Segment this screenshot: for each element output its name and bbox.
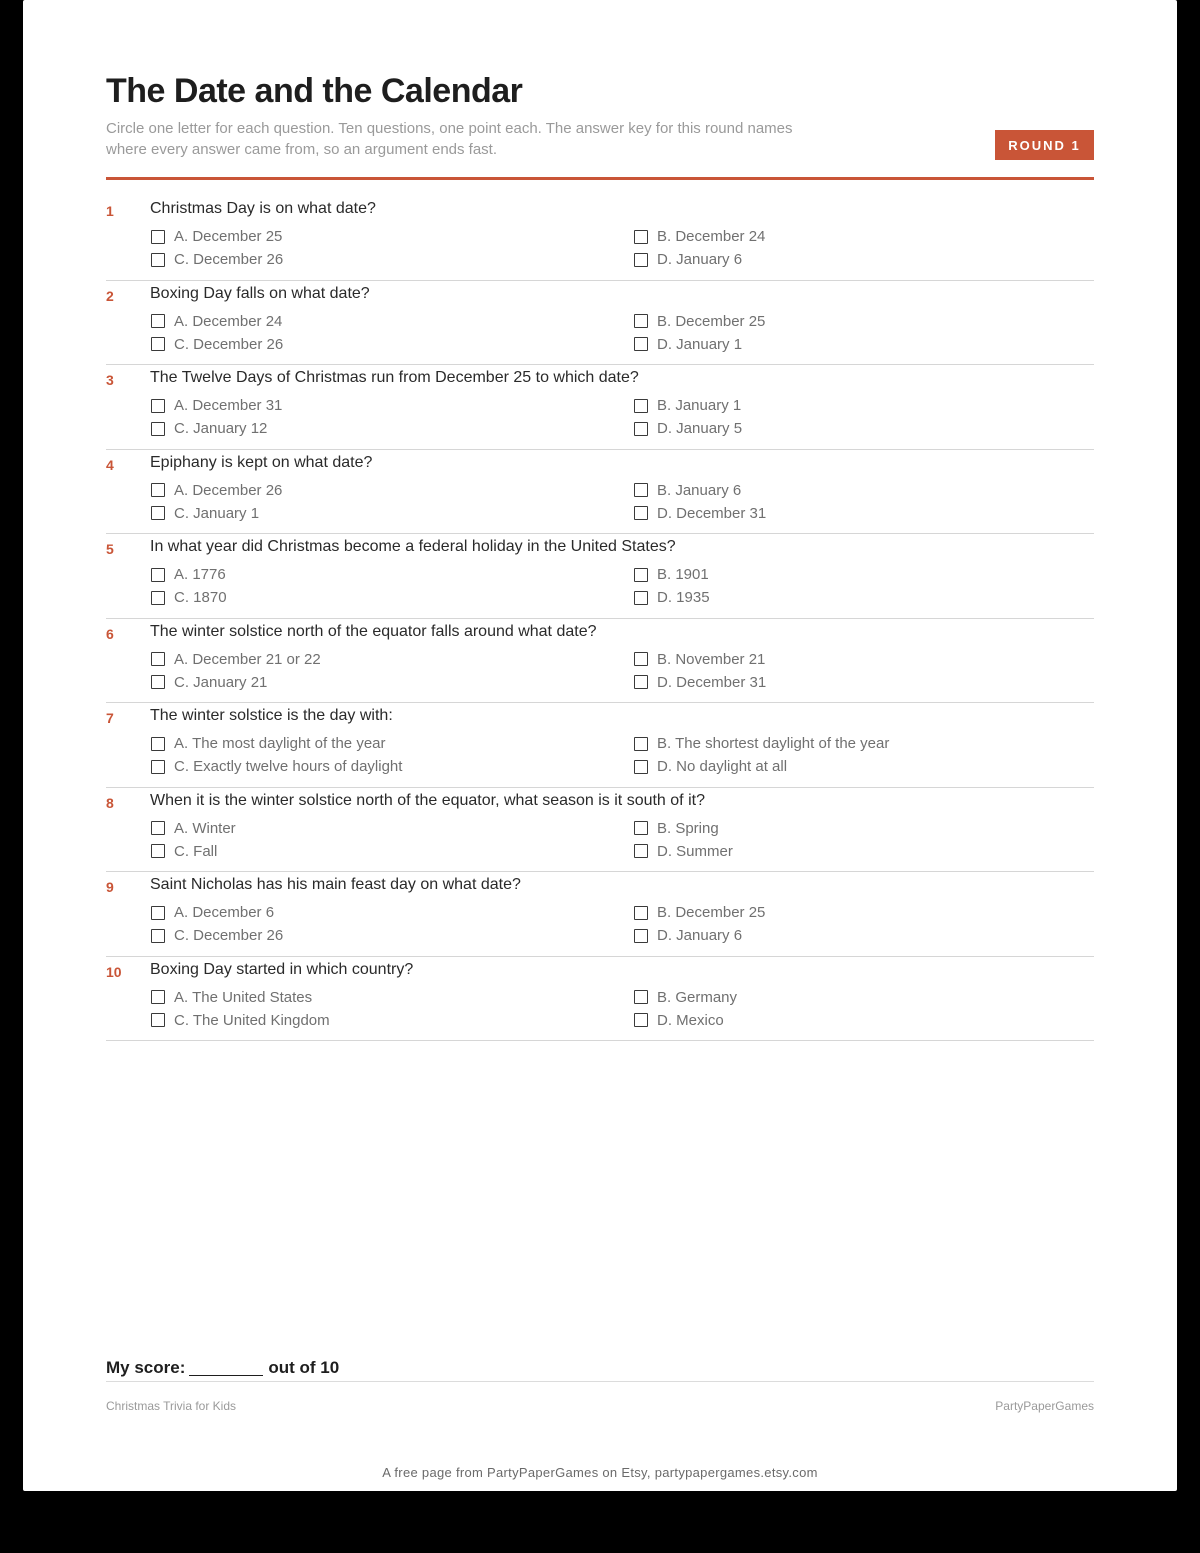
checkbox-icon[interactable] bbox=[634, 760, 648, 774]
checkbox-icon[interactable] bbox=[151, 399, 165, 413]
option-label: A. Winter bbox=[174, 819, 236, 837]
question-text: Epiphany is kept on what date? bbox=[150, 453, 373, 471]
question-1 bbox=[106, 196, 1094, 281]
checkbox-icon[interactable] bbox=[634, 337, 648, 351]
question-10 bbox=[106, 957, 1094, 1042]
option-label: A. December 26 bbox=[174, 481, 283, 499]
question-number: 9 bbox=[106, 879, 114, 895]
option-d[interactable] bbox=[634, 505, 766, 522]
option-a[interactable] bbox=[151, 313, 282, 330]
question-7 bbox=[106, 703, 1094, 788]
option-a[interactable] bbox=[151, 989, 312, 1006]
option-a[interactable] bbox=[151, 820, 236, 837]
question-list bbox=[106, 196, 1094, 1041]
question-9 bbox=[106, 872, 1094, 957]
question-3 bbox=[106, 365, 1094, 450]
option-label: C. December 26 bbox=[174, 251, 284, 268]
option-c[interactable] bbox=[151, 758, 402, 775]
question-text: Christmas Day is on what date? bbox=[150, 200, 376, 217]
option-label: C. January 21 bbox=[174, 673, 268, 691]
question-number: 3 bbox=[106, 372, 114, 388]
option-c[interactable] bbox=[151, 251, 283, 268]
question-number: 10 bbox=[106, 963, 122, 980]
option-a[interactable] bbox=[151, 566, 226, 583]
footer-title: Christmas Trivia for Kids bbox=[106, 1399, 237, 1413]
question-number: 1 bbox=[106, 203, 114, 219]
checkbox-icon[interactable] bbox=[634, 737, 648, 751]
option-label: B. Spring bbox=[657, 819, 719, 837]
option-b[interactable] bbox=[634, 904, 765, 921]
option-label: B. January 6 bbox=[657, 481, 742, 499]
question-number: 8 bbox=[106, 794, 114, 811]
option-d[interactable] bbox=[634, 336, 742, 353]
option-label: D. January 5 bbox=[657, 420, 743, 437]
checkbox-icon[interactable] bbox=[634, 230, 648, 244]
option-label: B. Germany bbox=[657, 988, 738, 1006]
checkbox-icon[interactable] bbox=[151, 568, 165, 582]
option-label: B. The shortest daylight of the year bbox=[657, 735, 890, 752]
option-d[interactable] bbox=[634, 251, 742, 268]
checkbox-icon[interactable] bbox=[634, 314, 648, 328]
checkbox-icon[interactable] bbox=[151, 760, 165, 774]
question-number: 6 bbox=[106, 625, 114, 642]
option-d[interactable] bbox=[634, 843, 733, 860]
option-label: C. The United Kingdom bbox=[174, 1011, 330, 1029]
checkbox-icon[interactable] bbox=[634, 929, 648, 943]
question-text: When it is the winter solstice north of the equator, what season is it south of it? bbox=[150, 791, 705, 809]
option-label: C. January 1 bbox=[174, 504, 260, 522]
footer-divider bbox=[106, 1381, 1094, 1382]
checkbox-icon[interactable] bbox=[634, 821, 648, 835]
question-number: 7 bbox=[106, 710, 114, 726]
footer-brand: PartyPaperGames bbox=[995, 1399, 1094, 1413]
question-4 bbox=[106, 450, 1094, 535]
checkbox-icon[interactable] bbox=[151, 1013, 165, 1027]
option-d[interactable] bbox=[634, 674, 766, 691]
option-label: C. December 26 bbox=[174, 335, 284, 353]
option-label: A. December 24 bbox=[174, 312, 283, 330]
option-d[interactable] bbox=[634, 1012, 724, 1029]
option-b[interactable] bbox=[634, 651, 765, 668]
checkbox-icon[interactable] bbox=[634, 422, 648, 436]
option-b[interactable] bbox=[634, 735, 889, 752]
score-suffix: out of 10 bbox=[268, 1358, 340, 1377]
checkbox-icon[interactable] bbox=[634, 568, 648, 582]
option-c[interactable] bbox=[151, 674, 267, 691]
checkbox-icon[interactable] bbox=[634, 506, 648, 520]
option-a[interactable] bbox=[151, 651, 321, 668]
option-label: D. No daylight at all bbox=[657, 758, 788, 775]
question-text: Boxing Day falls on what date? bbox=[150, 284, 370, 302]
option-a[interactable] bbox=[151, 735, 386, 752]
question-number: 5 bbox=[106, 541, 114, 557]
option-label: B. December 25 bbox=[657, 904, 766, 921]
checkbox-icon[interactable] bbox=[151, 844, 165, 858]
checkbox-icon[interactable] bbox=[151, 314, 165, 328]
checkbox-icon[interactable] bbox=[634, 652, 648, 666]
header-divider bbox=[106, 177, 1094, 180]
checkbox-icon[interactable] bbox=[151, 591, 165, 605]
checkbox-icon[interactable] bbox=[634, 906, 648, 920]
option-label: A. December 25 bbox=[174, 228, 283, 245]
option-label: D. January 1 bbox=[657, 335, 743, 353]
option-a[interactable] bbox=[151, 397, 282, 414]
option-label: B. 1901 bbox=[657, 566, 709, 583]
checkbox-icon[interactable] bbox=[151, 230, 165, 244]
checkbox-icon[interactable] bbox=[151, 675, 165, 689]
option-label: D. Summer bbox=[657, 842, 733, 860]
option-b[interactable] bbox=[634, 989, 737, 1006]
option-label: C. Fall bbox=[174, 842, 218, 860]
checkbox-icon[interactable] bbox=[634, 591, 648, 605]
option-b[interactable] bbox=[634, 397, 741, 414]
option-label: D. 1935 bbox=[657, 589, 710, 606]
question-8 bbox=[106, 788, 1094, 873]
worksheet-page bbox=[23, 0, 1177, 1491]
option-a[interactable] bbox=[151, 904, 274, 921]
option-b[interactable] bbox=[634, 820, 719, 837]
option-label: A. 1776 bbox=[174, 566, 226, 583]
option-b[interactable] bbox=[634, 482, 741, 499]
score-label: My score: bbox=[106, 1358, 186, 1377]
checkbox-icon[interactable] bbox=[634, 483, 648, 497]
question-text: The winter solstice north of the equator falls around what date? bbox=[150, 622, 597, 640]
question-2 bbox=[106, 281, 1094, 366]
checkbox-icon[interactable] bbox=[634, 253, 648, 267]
checkbox-icon[interactable] bbox=[151, 821, 165, 835]
option-c[interactable] bbox=[151, 336, 283, 353]
question-text: The Twelve Days of Christmas run from December 25 to which date? bbox=[150, 369, 639, 386]
checkbox-icon[interactable] bbox=[634, 675, 648, 689]
checkbox-icon[interactable] bbox=[634, 844, 648, 858]
option-c[interactable] bbox=[151, 843, 217, 860]
option-c[interactable] bbox=[151, 927, 283, 944]
checkbox-icon[interactable] bbox=[151, 929, 165, 943]
page-title: The Date and the Calendar bbox=[106, 72, 523, 110]
option-c[interactable] bbox=[151, 505, 259, 522]
question-text: The winter solstice is the day with: bbox=[150, 707, 393, 724]
option-b[interactable] bbox=[634, 313, 765, 330]
score-blank[interactable] bbox=[189, 1375, 263, 1376]
option-c[interactable] bbox=[151, 420, 267, 437]
question-text: In what year did Christmas become a federal holiday in the United States? bbox=[150, 538, 676, 555]
option-d[interactable] bbox=[634, 927, 742, 944]
option-label: B. January 1 bbox=[657, 397, 742, 414]
option-label: B. November 21 bbox=[657, 650, 766, 668]
option-d[interactable] bbox=[634, 589, 710, 606]
question-number: 4 bbox=[106, 456, 114, 473]
option-d[interactable] bbox=[634, 758, 787, 775]
option-label: A. The United States bbox=[174, 988, 313, 1006]
round-badge: ROUND 1 bbox=[995, 130, 1094, 160]
checkbox-icon[interactable] bbox=[151, 337, 165, 351]
option-label: C. Exactly twelve hours of daylight bbox=[174, 758, 403, 775]
checkbox-icon[interactable] bbox=[151, 253, 165, 267]
option-c[interactable] bbox=[151, 1012, 330, 1029]
option-label: D. December 31 bbox=[657, 673, 767, 691]
option-label: A. December 21 or 22 bbox=[174, 650, 321, 668]
option-b[interactable] bbox=[634, 228, 765, 245]
question-5 bbox=[106, 534, 1094, 619]
option-d[interactable] bbox=[634, 420, 742, 437]
option-label: D. January 6 bbox=[657, 251, 743, 268]
score-line bbox=[106, 1358, 339, 1378]
option-label: A. The most daylight of the year bbox=[174, 735, 386, 752]
checkbox-icon[interactable] bbox=[151, 652, 165, 666]
instructions: Circle one letter for each question. Ten questions, one point each. The answer key for this round names where every answer came from, so an argument ends fast. bbox=[106, 120, 793, 158]
option-label: A. December 6 bbox=[174, 904, 275, 921]
checkbox-icon[interactable] bbox=[634, 399, 648, 413]
checkbox-icon[interactable] bbox=[151, 422, 165, 436]
option-label: D. Mexico bbox=[657, 1011, 724, 1029]
option-label: C. January 12 bbox=[174, 420, 268, 437]
question-text: Saint Nicholas has his main feast day on what date? bbox=[150, 876, 521, 893]
option-label: D. January 6 bbox=[657, 927, 743, 944]
checkbox-icon[interactable] bbox=[151, 906, 165, 920]
option-b[interactable] bbox=[634, 566, 709, 583]
option-label: B. December 25 bbox=[657, 312, 766, 330]
option-label: C. 1870 bbox=[174, 589, 227, 606]
option-c[interactable] bbox=[151, 589, 227, 606]
option-label: B. December 24 bbox=[657, 228, 766, 245]
option-a[interactable] bbox=[151, 482, 282, 499]
question-number: 2 bbox=[106, 287, 114, 304]
checkbox-icon[interactable] bbox=[634, 990, 648, 1004]
option-a[interactable] bbox=[151, 228, 282, 245]
question-6 bbox=[106, 619, 1094, 704]
option-label: D. December 31 bbox=[657, 504, 767, 522]
checkbox-icon[interactable] bbox=[151, 506, 165, 520]
checkbox-icon[interactable] bbox=[151, 483, 165, 497]
option-label: A. December 31 bbox=[174, 397, 283, 414]
option-label: C. December 26 bbox=[174, 927, 284, 944]
checkbox-icon[interactable] bbox=[151, 737, 165, 751]
checkbox-icon[interactable] bbox=[151, 990, 165, 1004]
checkbox-icon[interactable] bbox=[634, 1013, 648, 1027]
credit-line: A free page from PartyPaperGames on Etsy, partypapergames.etsy.com bbox=[382, 1465, 818, 1480]
question-text: Boxing Day started in which country? bbox=[150, 960, 414, 978]
